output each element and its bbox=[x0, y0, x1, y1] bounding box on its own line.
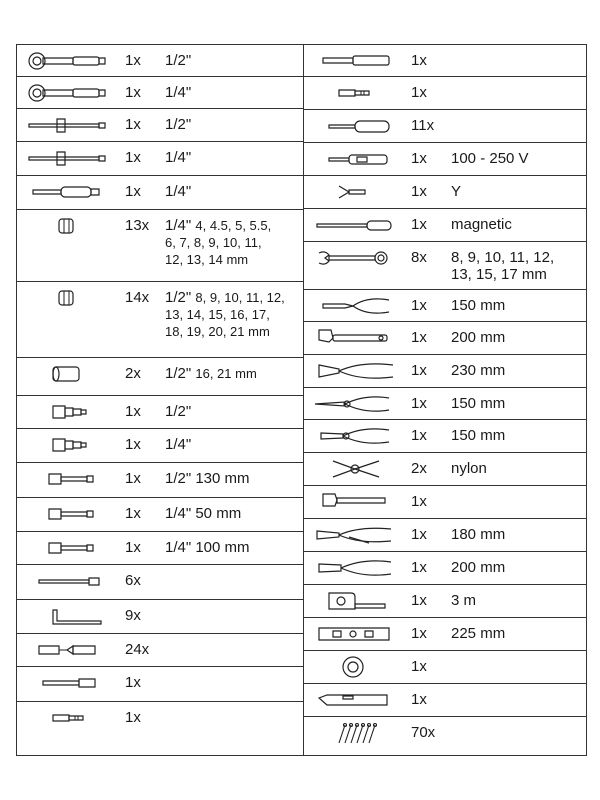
spec-main: 3 m bbox=[451, 592, 477, 609]
quantity: 70x bbox=[411, 724, 436, 741]
spec-main: 1/4" 100 mm bbox=[165, 539, 250, 556]
quantity: 1x bbox=[411, 658, 427, 675]
specification bbox=[451, 362, 505, 379]
ratchet-icon bbox=[23, 49, 115, 73]
table-row bbox=[17, 176, 303, 210]
spec-main: 1/4" bbox=[165, 436, 192, 453]
specification bbox=[451, 183, 461, 200]
bit-adapter-icon bbox=[309, 81, 401, 105]
spec-main: 180 mm bbox=[451, 526, 506, 543]
spec-main: magnetic bbox=[451, 216, 512, 233]
socket-icon bbox=[23, 214, 115, 238]
quantity: 1x bbox=[411, 427, 427, 444]
quantity: 1x bbox=[411, 493, 427, 510]
spec-main: 200 mm bbox=[451, 329, 506, 346]
table-row bbox=[17, 282, 303, 358]
magnetic-pickup-icon bbox=[309, 213, 401, 237]
quantity: 1x bbox=[411, 216, 427, 233]
screws-icon bbox=[309, 721, 401, 745]
quantity: 1x bbox=[411, 691, 427, 708]
spec-main: 150 mm bbox=[451, 395, 506, 412]
table-row bbox=[17, 358, 303, 396]
extension-bar-icon bbox=[23, 502, 115, 526]
table-row bbox=[17, 600, 303, 634]
combination-pliers-icon bbox=[309, 424, 401, 448]
screwdriver-handle-icon bbox=[309, 49, 401, 73]
quantity: 1x bbox=[125, 539, 141, 556]
spec-main: 225 mm bbox=[451, 625, 506, 642]
linesman-pliers-icon bbox=[309, 556, 401, 580]
quantity: 1x bbox=[411, 592, 427, 609]
hex-key-icon bbox=[23, 604, 115, 628]
table-row bbox=[303, 420, 586, 453]
ratchet-icon bbox=[23, 81, 115, 105]
quantity: 1x bbox=[125, 709, 141, 726]
table-row bbox=[303, 618, 586, 651]
specification bbox=[165, 505, 241, 522]
utility-knife-icon bbox=[309, 688, 401, 712]
specification bbox=[451, 329, 505, 346]
table-row bbox=[17, 77, 303, 109]
quantity: 1x bbox=[411, 329, 427, 346]
quantity: 1x bbox=[411, 84, 427, 101]
spec-sizes: 4, 4.5, 5, 5.5, bbox=[195, 218, 272, 233]
spec-sizes: 16, 21 mm bbox=[195, 366, 257, 381]
spring-clamp-icon bbox=[309, 457, 401, 481]
spec-main: 1/4" 50 mm bbox=[165, 505, 242, 522]
quantity: 6x bbox=[125, 572, 141, 589]
quantity: 1x bbox=[125, 52, 141, 69]
quantity: 1x bbox=[125, 183, 141, 200]
quantity: 2x bbox=[411, 460, 427, 477]
table-row bbox=[303, 585, 586, 618]
deep-socket-icon bbox=[23, 362, 115, 386]
tool-set-contents-table bbox=[16, 44, 587, 756]
table-row bbox=[17, 463, 303, 498]
specification bbox=[165, 149, 191, 166]
locking-pliers-icon bbox=[309, 523, 401, 547]
specification bbox=[451, 249, 554, 283]
spec-sizes-line: 18, 19, 20, 21 mm bbox=[165, 324, 270, 339]
quantity: 2x bbox=[125, 365, 141, 382]
table-row bbox=[17, 702, 303, 736]
specification bbox=[451, 216, 512, 233]
table-row bbox=[303, 110, 586, 143]
specification bbox=[451, 427, 505, 444]
table-row bbox=[17, 498, 303, 532]
spec-main: 150 mm bbox=[451, 297, 506, 314]
socket-icon bbox=[23, 286, 115, 310]
screwdriver-bits-icon bbox=[23, 638, 115, 662]
specification bbox=[451, 625, 505, 642]
quantity: 1x bbox=[125, 84, 141, 101]
quantity: 1x bbox=[125, 403, 141, 420]
table-row bbox=[303, 388, 586, 420]
spec-sizes: 8, 9, 10, 11, 12, bbox=[195, 290, 285, 305]
spec-main: 1/4" bbox=[165, 84, 192, 101]
spec-main: 150 mm bbox=[451, 427, 506, 444]
table-row bbox=[303, 290, 586, 322]
spec-main: 8, 9, 10, 11, 12, bbox=[451, 249, 555, 266]
quantity: 9x bbox=[125, 607, 141, 624]
table-row bbox=[303, 486, 586, 519]
spec-main: 1/2" bbox=[165, 52, 192, 69]
table-row bbox=[303, 209, 586, 242]
table-row bbox=[303, 143, 586, 176]
quantity: 1x bbox=[411, 183, 427, 200]
table-row bbox=[17, 210, 303, 282]
quantity: 1x bbox=[125, 505, 141, 522]
specification bbox=[165, 436, 191, 453]
quantity: 13x bbox=[125, 217, 150, 234]
quantity: 1x bbox=[411, 395, 427, 412]
table-row bbox=[17, 396, 303, 429]
quantity: 1x bbox=[411, 52, 427, 69]
tape-measure-icon bbox=[309, 589, 401, 613]
insulating-tape-icon bbox=[309, 655, 401, 679]
diagonal-pliers-icon bbox=[309, 294, 401, 318]
t-bar-handle-icon bbox=[23, 146, 115, 170]
quantity: 1x bbox=[411, 362, 427, 379]
quantity: 1x bbox=[125, 674, 141, 691]
long-nose-pliers-icon bbox=[309, 392, 401, 416]
specification bbox=[165, 84, 191, 101]
specification bbox=[165, 116, 191, 133]
specification bbox=[451, 559, 505, 576]
bit-extension-icon bbox=[23, 569, 115, 593]
screwdriver-icon bbox=[309, 114, 401, 138]
spec-sizes-line: 13, 14, 15, 16, 17, bbox=[165, 307, 270, 322]
y-adapter-icon bbox=[309, 180, 401, 204]
adjustable-wrench-icon bbox=[309, 326, 401, 350]
quantity: 1x bbox=[125, 436, 141, 453]
quantity: 24x bbox=[125, 641, 150, 658]
table-row bbox=[303, 176, 586, 209]
extension-bar-icon bbox=[23, 467, 115, 491]
hammer-icon bbox=[309, 490, 401, 514]
combination-wrench-icon bbox=[309, 246, 401, 270]
table-row bbox=[17, 429, 303, 463]
specification bbox=[165, 289, 285, 340]
water-pump-pliers-icon bbox=[309, 359, 401, 383]
spec-sizes-line: 13, 15, 17 mm bbox=[451, 266, 547, 283]
table-row bbox=[303, 322, 586, 355]
spec-main: nylon bbox=[451, 460, 487, 477]
quantity: 8x bbox=[411, 249, 427, 266]
table-row bbox=[303, 519, 586, 552]
table-row bbox=[17, 565, 303, 600]
specification bbox=[165, 365, 257, 382]
quantity: 1x bbox=[125, 116, 141, 133]
table-row bbox=[303, 651, 586, 684]
specification bbox=[165, 403, 191, 420]
table-row bbox=[303, 355, 586, 388]
bit-holder-icon bbox=[23, 671, 115, 695]
left-column bbox=[17, 45, 304, 755]
table-row bbox=[303, 552, 586, 585]
table-row bbox=[17, 45, 303, 77]
spec-main: 1/4" bbox=[165, 149, 192, 166]
spec-sizes-line: 6, 7, 8, 9, 10, 11, bbox=[165, 235, 262, 250]
spec-main: 1/4" bbox=[165, 183, 192, 200]
universal-joint-icon bbox=[23, 433, 115, 457]
universal-joint-icon bbox=[23, 400, 115, 424]
table-row bbox=[303, 717, 586, 750]
table-row bbox=[303, 684, 586, 717]
quantity: 1x bbox=[125, 149, 141, 166]
quantity: 1x bbox=[411, 559, 427, 576]
specification bbox=[451, 297, 505, 314]
t-bar-handle-icon bbox=[23, 113, 115, 137]
quantity: 1x bbox=[411, 297, 427, 314]
specification bbox=[451, 150, 529, 167]
quantity: 14x bbox=[125, 289, 150, 306]
table-row bbox=[303, 453, 586, 486]
table-row bbox=[17, 667, 303, 702]
spinner-handle-icon bbox=[23, 180, 115, 204]
spec-main: 200 mm bbox=[451, 559, 506, 576]
quantity: 11x bbox=[411, 117, 435, 134]
specification bbox=[451, 526, 505, 543]
spec-main: 1/2" 130 mm bbox=[165, 470, 250, 487]
spec-main: 1/2" bbox=[165, 289, 192, 306]
table-row bbox=[17, 634, 303, 667]
quantity: 1x bbox=[411, 526, 427, 543]
spec-main: 1/4" bbox=[165, 217, 192, 234]
specification bbox=[451, 592, 476, 609]
spec-main: 100 - 250 V bbox=[451, 150, 529, 167]
spec-main: 1/2" bbox=[165, 365, 192, 382]
table-row bbox=[303, 242, 586, 290]
table-row bbox=[303, 77, 586, 110]
specification bbox=[165, 183, 191, 200]
specification bbox=[451, 395, 505, 412]
voltage-tester-icon bbox=[309, 147, 401, 171]
right-column bbox=[303, 45, 586, 755]
table-row bbox=[17, 109, 303, 142]
quantity: 1x bbox=[411, 150, 427, 167]
specification bbox=[165, 52, 191, 69]
specification bbox=[165, 217, 271, 268]
spec-main: 1/2" bbox=[165, 116, 192, 133]
quantity: 1x bbox=[125, 470, 141, 487]
table-row bbox=[303, 45, 586, 77]
specification bbox=[165, 470, 250, 487]
quantity: 1x bbox=[411, 625, 427, 642]
spec-main: 230 mm bbox=[451, 362, 506, 379]
table-row bbox=[17, 142, 303, 176]
specification bbox=[165, 539, 250, 556]
spec-main: Y bbox=[451, 183, 462, 200]
bit-adapter-icon bbox=[23, 706, 115, 730]
specification bbox=[451, 460, 487, 477]
table-row bbox=[17, 532, 303, 565]
spec-main: 1/2" bbox=[165, 403, 192, 420]
spirit-level-icon bbox=[309, 622, 401, 646]
spec-sizes-line: 12, 13, 14 mm bbox=[165, 252, 249, 267]
extension-bar-icon bbox=[23, 536, 115, 560]
